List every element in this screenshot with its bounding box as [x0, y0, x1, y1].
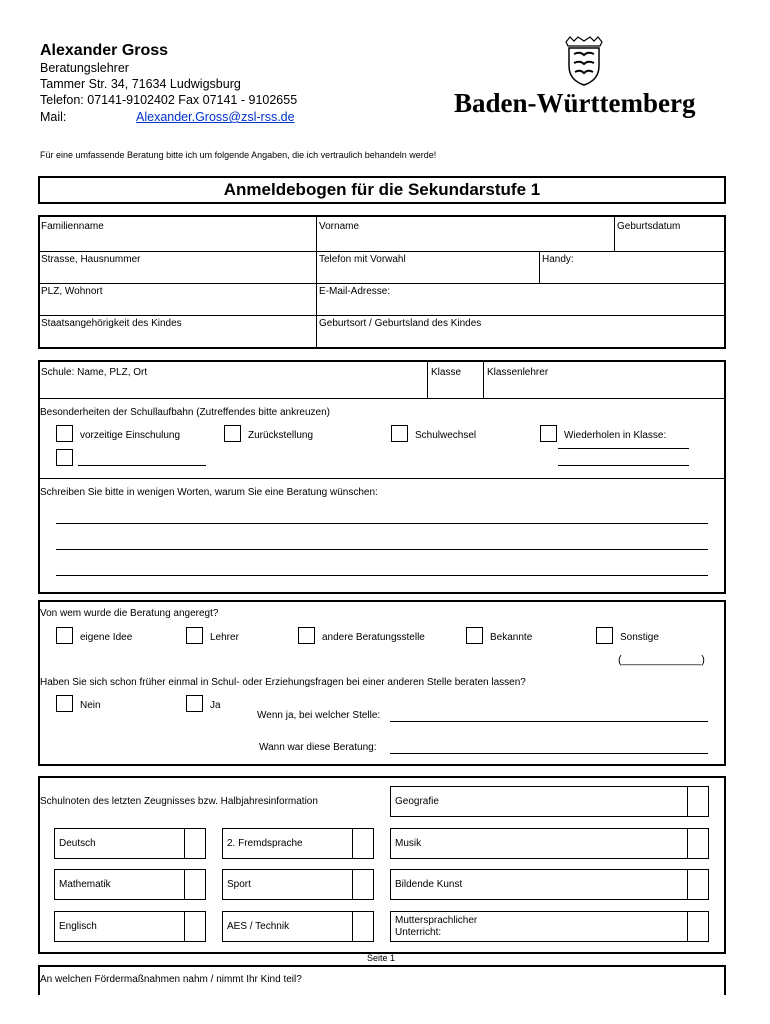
subject-fremdsprache: 2. Fremdsprache [222, 828, 374, 859]
checkbox-lehrer[interactable] [186, 627, 203, 644]
teacher-address: Tammer Str. 34, 71634 Ludwigsburg [40, 77, 241, 91]
label-vorzeitige-einschulung: vorzeitige Einschulung [80, 430, 181, 441]
checkbox-zurueckstellung[interactable] [224, 425, 241, 442]
label-schulwechsel: Schulwechsel [415, 430, 477, 441]
label-telefon: Telefon mit Vorwahl [319, 254, 406, 265]
reason-line-2[interactable] [56, 549, 708, 550]
label-advice-question: Von wem wurde die Beratung angeregt? [40, 608, 219, 619]
teacher-phone: Telefon: 07141-9102402 Fax 07141 - 9102655 [40, 93, 298, 107]
subject-geografie: Geografie [390, 786, 709, 817]
grade-sport[interactable] [352, 870, 373, 899]
subject-englisch: Englisch [54, 911, 206, 942]
label-klassenlehrer: Klassenlehrer [487, 367, 549, 378]
label-where: Wenn ja, bei welcher Stelle: [257, 710, 381, 721]
reason-line-3[interactable] [56, 575, 708, 576]
label-lehrer: Lehrer [210, 632, 239, 643]
label-vorname: Vorname [319, 221, 360, 232]
subject-sport: Sport [222, 869, 374, 900]
label-familienname: Familienname [41, 221, 104, 232]
label-klasse: Klasse [431, 367, 462, 378]
checkbox-wiederholen[interactable] [540, 425, 557, 442]
subject-mathematik: Mathematik [54, 869, 206, 900]
label-schule: Schule: Name, PLZ, Ort [41, 367, 148, 378]
label-grades-heading: Schulnoten des letzten Zeugnisses bzw. Halbjahresinformation [40, 796, 318, 807]
school-section [38, 360, 726, 594]
label-handy: Handy: [542, 254, 574, 265]
wiederholen-line-2[interactable] [558, 465, 689, 466]
label-when: Wann war diese Beratung: [259, 742, 377, 753]
subject-deutsch: Deutsch [54, 828, 206, 859]
grade-kunst[interactable] [687, 870, 708, 899]
grade-geografie[interactable] [687, 787, 708, 816]
subject-muttersprache: Muttersprachlicher Unterricht: [390, 911, 709, 942]
wiederholen-line-1[interactable] [558, 448, 689, 449]
state-logo-text: Baden-Württemberg [454, 88, 696, 118]
mail-link[interactable]: Alexander.Gross@zsl-rss.de [136, 110, 295, 124]
checkbox-nein[interactable] [56, 695, 73, 712]
grade-musik[interactable] [687, 829, 708, 858]
teacher-name: Alexander Gross [40, 42, 169, 59]
label-geburtsdatum: Geburtsdatum [617, 221, 681, 232]
label-sonstige: Sonstige [620, 632, 659, 643]
label-bekannte: Bekannte [490, 632, 533, 643]
label-zurueckstellung: Zurückstellung [248, 430, 314, 441]
checkbox-bekannte[interactable] [466, 627, 483, 644]
page-number: Seite 1 [367, 953, 396, 963]
grade-aes[interactable] [352, 912, 373, 941]
reason-line-1[interactable] [56, 523, 708, 524]
checkbox-other[interactable] [56, 449, 73, 466]
label-foerder: An welchen Fördermaßnahmen nahm / nimmt Ihr Kind teil? [40, 974, 302, 985]
label-plz: PLZ, Wohnort [41, 286, 103, 297]
checkbox-eigene-idee[interactable] [56, 627, 73, 644]
intro-text: Für eine umfassende Beratung bitte ich um folgende Angaben, die ich vertraulich behandeln werde! [40, 150, 437, 160]
sonstige-blank[interactable]: (_____________) [618, 654, 705, 666]
where-line[interactable] [390, 721, 708, 722]
label-geburtsort: Geburtsort / Geburtsland des Kindes [319, 318, 482, 329]
label-besonderheiten: Besonderheiten der Schullaufbahn (Zutreffendes bitte ankreuzen) [40, 407, 331, 418]
label-staat: Staatsangehörigkeit des Kindes [41, 318, 182, 329]
form-title: Anmeldebogen für die Sekundarstufe 1 [38, 176, 726, 204]
label-ja: Ja [210, 700, 221, 711]
label-wiederholen: Wiederholen in Klasse: [564, 430, 667, 441]
when-line[interactable] [390, 753, 708, 754]
grade-muttersprache[interactable] [687, 912, 708, 941]
checkbox-schulwechsel[interactable] [391, 425, 408, 442]
label-strasse: Strasse, Hausnummer [41, 254, 141, 265]
label-nein: Nein [80, 700, 101, 711]
grade-englisch[interactable] [184, 912, 205, 941]
subject-aes: AES / Technik [222, 911, 374, 942]
checkbox-sonstige[interactable] [596, 627, 613, 644]
label-eigene-idee: eigene Idee [80, 632, 133, 643]
label-reason: Schreiben Sie bitte in wenigen Worten, warum Sie eine Beratung wünschen: [40, 487, 378, 498]
label-before: Haben Sie sich schon früher einmal in Schul- oder Erziehungsfragen bei einer anderen Stelle beraten lassen? [40, 677, 526, 688]
coat-of-arms-icon [560, 36, 608, 86]
subject-kunst: Bildende Kunst [390, 869, 709, 900]
label-andere-beratungsstelle: andere Beratungsstelle [322, 632, 425, 643]
grade-fremdsprache[interactable] [352, 829, 373, 858]
grade-deutsch[interactable] [184, 829, 205, 858]
grade-mathematik[interactable] [184, 870, 205, 899]
mail-label: Mail: Alexander.Gross@zsl-rss.de [40, 110, 295, 124]
checkbox-ja[interactable] [186, 695, 203, 712]
label-email: E-Mail-Adresse: [319, 286, 391, 297]
checkbox-vorzeitige-einschulung[interactable] [56, 425, 73, 442]
other-option-line[interactable] [78, 465, 206, 466]
checkbox-andere-beratungsstelle[interactable] [298, 627, 315, 644]
teacher-role: Beratungslehrer [40, 61, 129, 75]
subject-musik: Musik [390, 828, 709, 859]
